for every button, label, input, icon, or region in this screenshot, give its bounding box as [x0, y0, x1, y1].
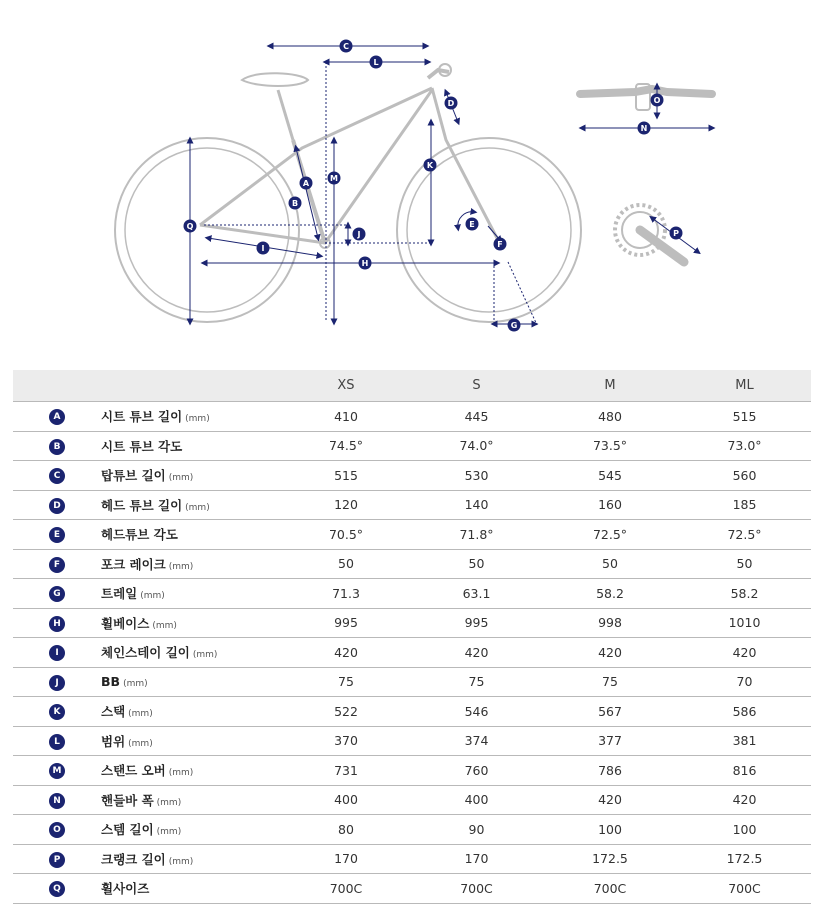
table-row — [13, 756, 811, 786]
measurement-name-cell — [101, 874, 281, 904]
value-cell: 160 — [542, 490, 678, 520]
value-cell: 58.2 — [542, 579, 678, 609]
marker-letter: C — [343, 42, 349, 51]
measurement-name-cell — [101, 844, 281, 874]
measurement-name-cell — [101, 608, 281, 638]
measurement-name-cell — [101, 785, 281, 815]
table-row — [13, 579, 811, 609]
measurement-name-cell — [101, 638, 281, 668]
value-cell: 480 — [542, 402, 678, 432]
value-cell: 63.1 — [411, 579, 542, 609]
table-row — [13, 431, 811, 461]
measurement-name-cell — [101, 549, 281, 579]
measurement-name: 시트 튜브 각도 — [101, 438, 183, 454]
marker-badge-o — [651, 94, 664, 107]
measurement-unit: (mm) — [156, 827, 182, 838]
measurement-name: 스탠드 오버 — [101, 763, 166, 779]
row-letter-badge: K — [49, 704, 65, 720]
measurement-unit: (mm) — [185, 502, 210, 513]
value-cell: 700C — [411, 874, 542, 904]
handlebar-topview — [580, 84, 712, 128]
value-cell: 410 — [281, 402, 411, 432]
marker-badge-b — [289, 197, 302, 210]
row-badge-cell — [13, 608, 101, 638]
value-cell: 420 — [678, 638, 811, 668]
value-cell: 700C — [678, 874, 811, 904]
marker-badge-e — [466, 218, 479, 231]
marker-letter: H — [361, 259, 369, 268]
measurement-name-cell — [101, 579, 281, 609]
marker-badge-g — [508, 319, 521, 332]
value-cell: 445 — [411, 402, 542, 432]
row-letter-badge: O — [49, 822, 65, 838]
measurement-unit: (mm) — [128, 738, 153, 749]
marker-badge-k — [424, 159, 437, 172]
row-badge-cell — [13, 844, 101, 874]
value-cell: 995 — [411, 608, 542, 638]
marker-letter: M — [330, 174, 338, 183]
value-cell: 400 — [281, 785, 411, 815]
marker-badge-c — [340, 40, 353, 53]
row-badge-cell — [13, 520, 101, 550]
value-cell: 50 — [281, 549, 411, 579]
value-cell: 100 — [542, 815, 678, 845]
marker-letter: B — [291, 199, 299, 208]
measurement-name-cell — [101, 697, 281, 727]
value-cell: 700C — [542, 874, 678, 904]
row-badge-cell — [13, 726, 101, 756]
value-cell: 74.0° — [411, 431, 542, 461]
row-letter-badge: I — [49, 645, 65, 661]
table-row — [13, 667, 811, 697]
measurement-name-cell — [101, 490, 281, 520]
row-badge-cell — [13, 756, 101, 786]
table-header-row — [13, 370, 811, 402]
marker-badge-m — [328, 172, 341, 185]
row-badge-cell — [13, 815, 101, 845]
value-cell: 400 — [411, 785, 542, 815]
row-letter-badge: C — [49, 468, 65, 484]
value-cell: 170 — [281, 844, 411, 874]
measurement-unit: (mm) — [152, 620, 177, 631]
table-row — [13, 402, 811, 432]
value-cell: 172.5 — [542, 844, 678, 874]
value-cell: 995 — [281, 608, 411, 638]
marker-letter: F — [497, 240, 503, 249]
measurement-name: 포크 레이크 — [101, 556, 166, 572]
measurement-unit: (mm) — [168, 768, 194, 779]
measurement-name: 범위 — [101, 733, 126, 749]
geometry-table-body — [13, 402, 811, 904]
value-cell: 998 — [542, 608, 678, 638]
row-badge-cell — [13, 402, 101, 432]
value-cell: 71.8° — [411, 520, 542, 550]
table-row — [13, 461, 811, 491]
measurement-name: 스택 — [101, 704, 126, 720]
marker-badge-n — [638, 122, 651, 135]
measurement-name: 시트 튜브 길이 — [101, 409, 183, 425]
marker-badge-j — [353, 228, 366, 241]
row-badge-cell — [13, 461, 101, 491]
row-letter-badge: N — [49, 793, 65, 809]
marker-letter: Q — [186, 222, 194, 231]
value-cell: 75 — [281, 667, 411, 697]
measurement-name: 헤드튜브 각도 — [101, 527, 178, 543]
table-row — [13, 608, 811, 638]
value-cell: 700C — [281, 874, 411, 904]
measurement-name: 휠베이스 — [101, 615, 150, 631]
row-letter-badge: D — [49, 498, 65, 514]
marker-badge-d — [445, 97, 458, 110]
value-cell: 90 — [411, 815, 542, 845]
table-row — [13, 520, 811, 550]
row-badge-cell — [13, 874, 101, 904]
bike-frame — [115, 64, 581, 322]
value-cell: 420 — [411, 638, 542, 668]
value-cell: 515 — [281, 461, 411, 491]
value-cell: 74.5° — [281, 431, 411, 461]
measurement-name-cell — [101, 520, 281, 550]
marker-letter: G — [510, 321, 518, 330]
crankset — [615, 205, 698, 262]
marker-letter: D — [447, 99, 455, 108]
row-badge-cell — [13, 490, 101, 520]
marker-letter: O — [653, 96, 661, 105]
measurement-name: 크랭크 길이 — [101, 851, 166, 867]
row-letter-badge: H — [49, 616, 65, 632]
row-letter-badge: B — [49, 439, 65, 455]
size-header: S — [411, 370, 542, 402]
marker-letter: K — [426, 161, 434, 170]
measurement-name: 헤드 튜브 길이 — [101, 497, 183, 513]
measurement-name: 휠사이즈 — [101, 881, 150, 897]
value-cell: 420 — [678, 785, 811, 815]
value-cell: 75 — [411, 667, 542, 697]
measurement-name: 탑튜브 길이 — [101, 468, 166, 484]
measurement-unit: (mm) — [156, 797, 182, 808]
value-cell: 420 — [542, 638, 678, 668]
rear-wheel — [115, 138, 299, 322]
marker-badge-f — [494, 238, 507, 251]
row-letter-badge: Q — [49, 881, 65, 897]
value-cell: 70.5° — [281, 520, 411, 550]
bike-geometry-diagram — [0, 0, 822, 360]
row-badge-cell — [13, 579, 101, 609]
measurement-name-cell — [101, 815, 281, 845]
marker-badge-a — [300, 177, 313, 190]
measurement-unit: (mm) — [168, 856, 194, 867]
value-cell: 140 — [411, 490, 542, 520]
value-cell: 586 — [678, 697, 811, 727]
marker-letter: A — [302, 179, 310, 188]
marker-letter: P — [673, 229, 679, 238]
row-letter-badge: M — [49, 763, 65, 779]
marker-letter: I — [261, 244, 265, 253]
diagram-badges — [184, 40, 683, 332]
value-cell: 816 — [678, 756, 811, 786]
header-blank — [13, 370, 101, 402]
geometry-table — [13, 370, 811, 904]
value-cell: 786 — [542, 756, 678, 786]
marker-letter: E — [469, 220, 475, 229]
value-cell: 515 — [678, 402, 811, 432]
value-cell: 420 — [281, 638, 411, 668]
value-cell: 70 — [678, 667, 811, 697]
measurement-unit: (mm) — [128, 709, 153, 720]
value-cell: 1010 — [678, 608, 811, 638]
value-cell: 71.3 — [281, 579, 411, 609]
row-letter-badge: J — [49, 675, 65, 691]
table-row — [13, 726, 811, 756]
measurement-name-cell — [101, 461, 281, 491]
measurement-name: 스템 길이 — [101, 822, 154, 838]
row-badge-cell — [13, 697, 101, 727]
table-row — [13, 785, 811, 815]
value-cell: 50 — [678, 549, 811, 579]
value-cell: 72.5° — [678, 520, 811, 550]
measurement-unit: (mm) — [192, 650, 218, 661]
measurement-name-cell — [101, 431, 281, 461]
value-cell: 530 — [411, 461, 542, 491]
table-row — [13, 815, 811, 845]
measurement-name: BB — [101, 674, 121, 690]
row-letter-badge: A — [49, 409, 65, 425]
measurement-unit: (mm) — [123, 679, 148, 690]
row-letter-badge: F — [49, 557, 65, 573]
measurement-name: 핸들바 폭 — [101, 792, 154, 808]
measurement-name: 체인스테이 길이 — [101, 645, 190, 661]
row-letter-badge: P — [49, 852, 65, 868]
table-row — [13, 638, 811, 668]
measurement-unit: (mm) — [140, 591, 165, 602]
value-cell: 381 — [678, 726, 811, 756]
marker-badge-i — [257, 242, 270, 255]
table-row — [13, 549, 811, 579]
value-cell: 370 — [281, 726, 411, 756]
marker-badge-l — [370, 56, 383, 69]
size-header: M — [542, 370, 678, 402]
value-cell: 120 — [281, 490, 411, 520]
value-cell: 567 — [542, 697, 678, 727]
marker-letter: N — [640, 124, 648, 133]
table-row — [13, 874, 811, 904]
value-cell: 377 — [542, 726, 678, 756]
value-cell: 50 — [411, 549, 542, 579]
value-cell: 420 — [542, 785, 678, 815]
value-cell: 50 — [542, 549, 678, 579]
measurement-unit: (mm) — [168, 473, 194, 484]
value-cell: 73.0° — [678, 431, 811, 461]
value-cell: 731 — [281, 756, 411, 786]
size-header: ML — [678, 370, 811, 402]
row-letter-badge: L — [49, 734, 65, 750]
value-cell: 80 — [281, 815, 411, 845]
measurement-name-cell — [101, 756, 281, 786]
value-cell: 185 — [678, 490, 811, 520]
measurement-unit: (mm) — [185, 414, 210, 425]
value-cell: 545 — [542, 461, 678, 491]
value-cell: 546 — [411, 697, 542, 727]
row-letter-badge: E — [49, 527, 65, 543]
value-cell: 72.5° — [542, 520, 678, 550]
value-cell: 100 — [678, 815, 811, 845]
table-row — [13, 844, 811, 874]
value-cell: 58.2 — [678, 579, 811, 609]
measurement-unit: (mm) — [168, 561, 194, 572]
row-letter-badge: G — [49, 586, 65, 602]
size-header: XS — [281, 370, 411, 402]
row-badge-cell — [13, 667, 101, 697]
row-badge-cell — [13, 549, 101, 579]
table-row — [13, 490, 811, 520]
header-blank — [101, 370, 281, 402]
value-cell: 73.5° — [542, 431, 678, 461]
value-cell: 760 — [411, 756, 542, 786]
measurement-name: 트레일 — [101, 586, 138, 602]
marker-letter: J — [357, 230, 361, 239]
table-row — [13, 697, 811, 727]
value-cell: 374 — [411, 726, 542, 756]
value-cell: 522 — [281, 697, 411, 727]
measurement-name-cell — [101, 667, 281, 697]
marker-badge-q — [184, 220, 197, 233]
marker-letter: L — [373, 58, 379, 67]
row-badge-cell — [13, 638, 101, 668]
value-cell: 172.5 — [678, 844, 811, 874]
marker-badge-p — [670, 227, 683, 240]
row-badge-cell — [13, 785, 101, 815]
row-badge-cell — [13, 431, 101, 461]
value-cell: 170 — [411, 844, 542, 874]
value-cell: 75 — [542, 667, 678, 697]
measurement-name-cell — [101, 402, 281, 432]
value-cell: 560 — [678, 461, 811, 491]
measurement-name-cell — [101, 726, 281, 756]
marker-badge-h — [359, 257, 372, 270]
